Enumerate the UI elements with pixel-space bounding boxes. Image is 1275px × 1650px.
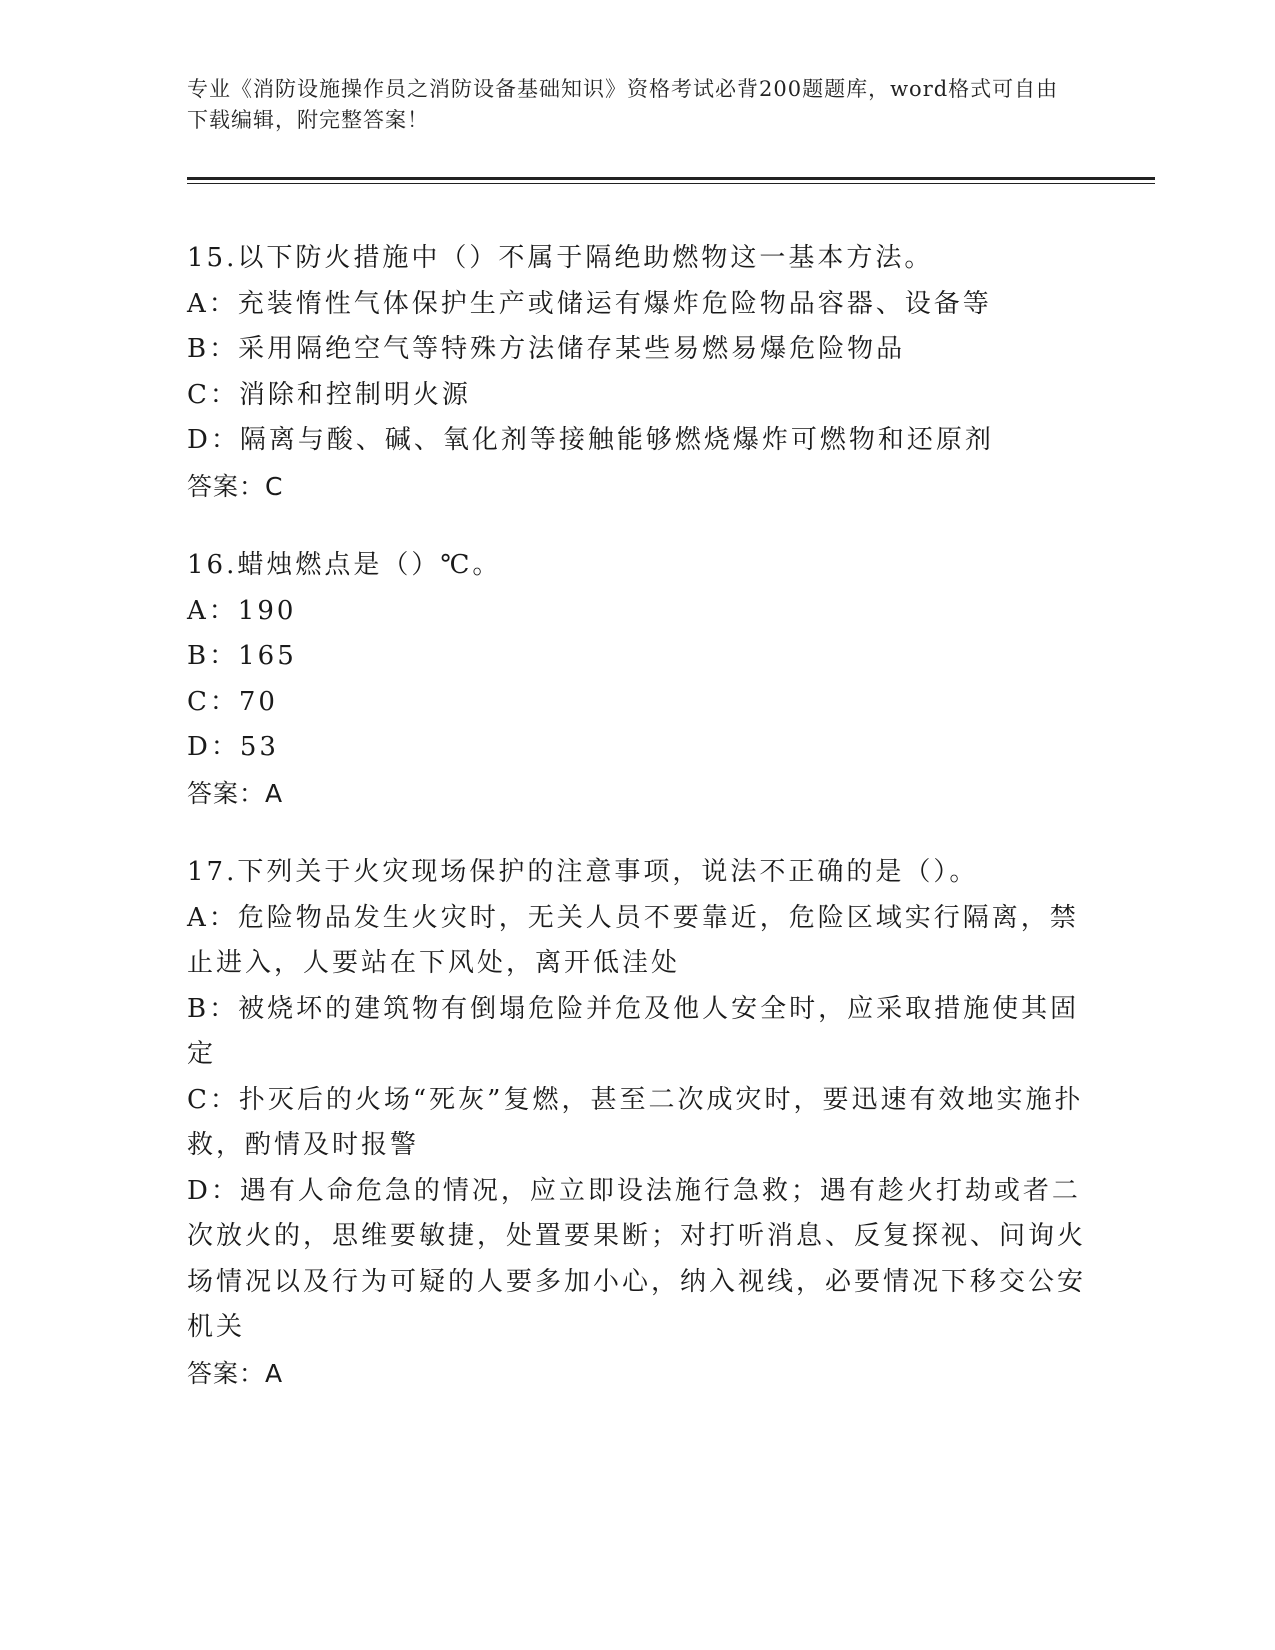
question-stem: 15.以下防火措施中（）不属于隔绝助燃物这一基本方法。	[187, 243, 934, 273]
option-c: C：扑灭后的火场“死灰”复燃，甚至二次成灾时，要迅速有效地实施扑救，酌情及时报警	[187, 1084, 1084, 1160]
header-rule-thin	[187, 183, 1155, 184]
header-rule-thick	[187, 177, 1155, 180]
question-stem: 16.蜡烛燃点是（）℃。	[187, 550, 502, 580]
option-b: B：165	[187, 641, 297, 671]
answer: 答案：A	[187, 1358, 284, 1388]
answer: 答案：C	[187, 471, 284, 501]
question-15	[187, 236, 1087, 509]
option-a: A：危险物品发生火灾时，无关人员不要靠近，危险区域实行隔离，禁止进入，人要站在下风处，离开低洼处	[187, 902, 1079, 978]
option-a: A：190	[187, 595, 297, 626]
option-b: B：被烧坏的建筑物有倒塌危险并危及他人安全时，应采取措施使其固定	[187, 993, 1080, 1069]
option-c: C：消除和控制明火源	[187, 379, 471, 410]
option-d: D：53	[187, 732, 279, 762]
option-a: A：充装惰性气体保护生产或储运有爆炸危险物品容器、设备等	[187, 288, 992, 319]
question-stem: 17.下列关于火灾现场保护的注意事项，说法不正确的是（）。	[187, 857, 979, 887]
option-d: D：隔离与酸、碱、氧化剂等接触能够燃烧爆炸可燃物和还原剂	[187, 425, 994, 455]
question-16	[187, 543, 1087, 816]
question-list	[187, 236, 1087, 1430]
question-17	[187, 850, 1087, 1396]
option-c: C：70	[187, 686, 278, 717]
option-d: D：遇有人命危急的情况，应立即设法施行急救；遇有趁火打劫或者二次放火的，思维要敏捷，处置要果断；对打听消息、反复探视、问询火场情况以及行为可疑的人要多加小心，纳入视线，必要情况下移交公安机关	[187, 1175, 1087, 1342]
option-b: B：采用隔绝空气等特殊方法储存某些易燃易爆危险物品	[187, 334, 906, 364]
document-header: 专业《消防设施操作员之消防设备基础知识》资格考试必背200题题库，word格式可自由下载编辑，附完整答案！	[187, 77, 1059, 132]
answer: 答案：A	[187, 778, 284, 808]
